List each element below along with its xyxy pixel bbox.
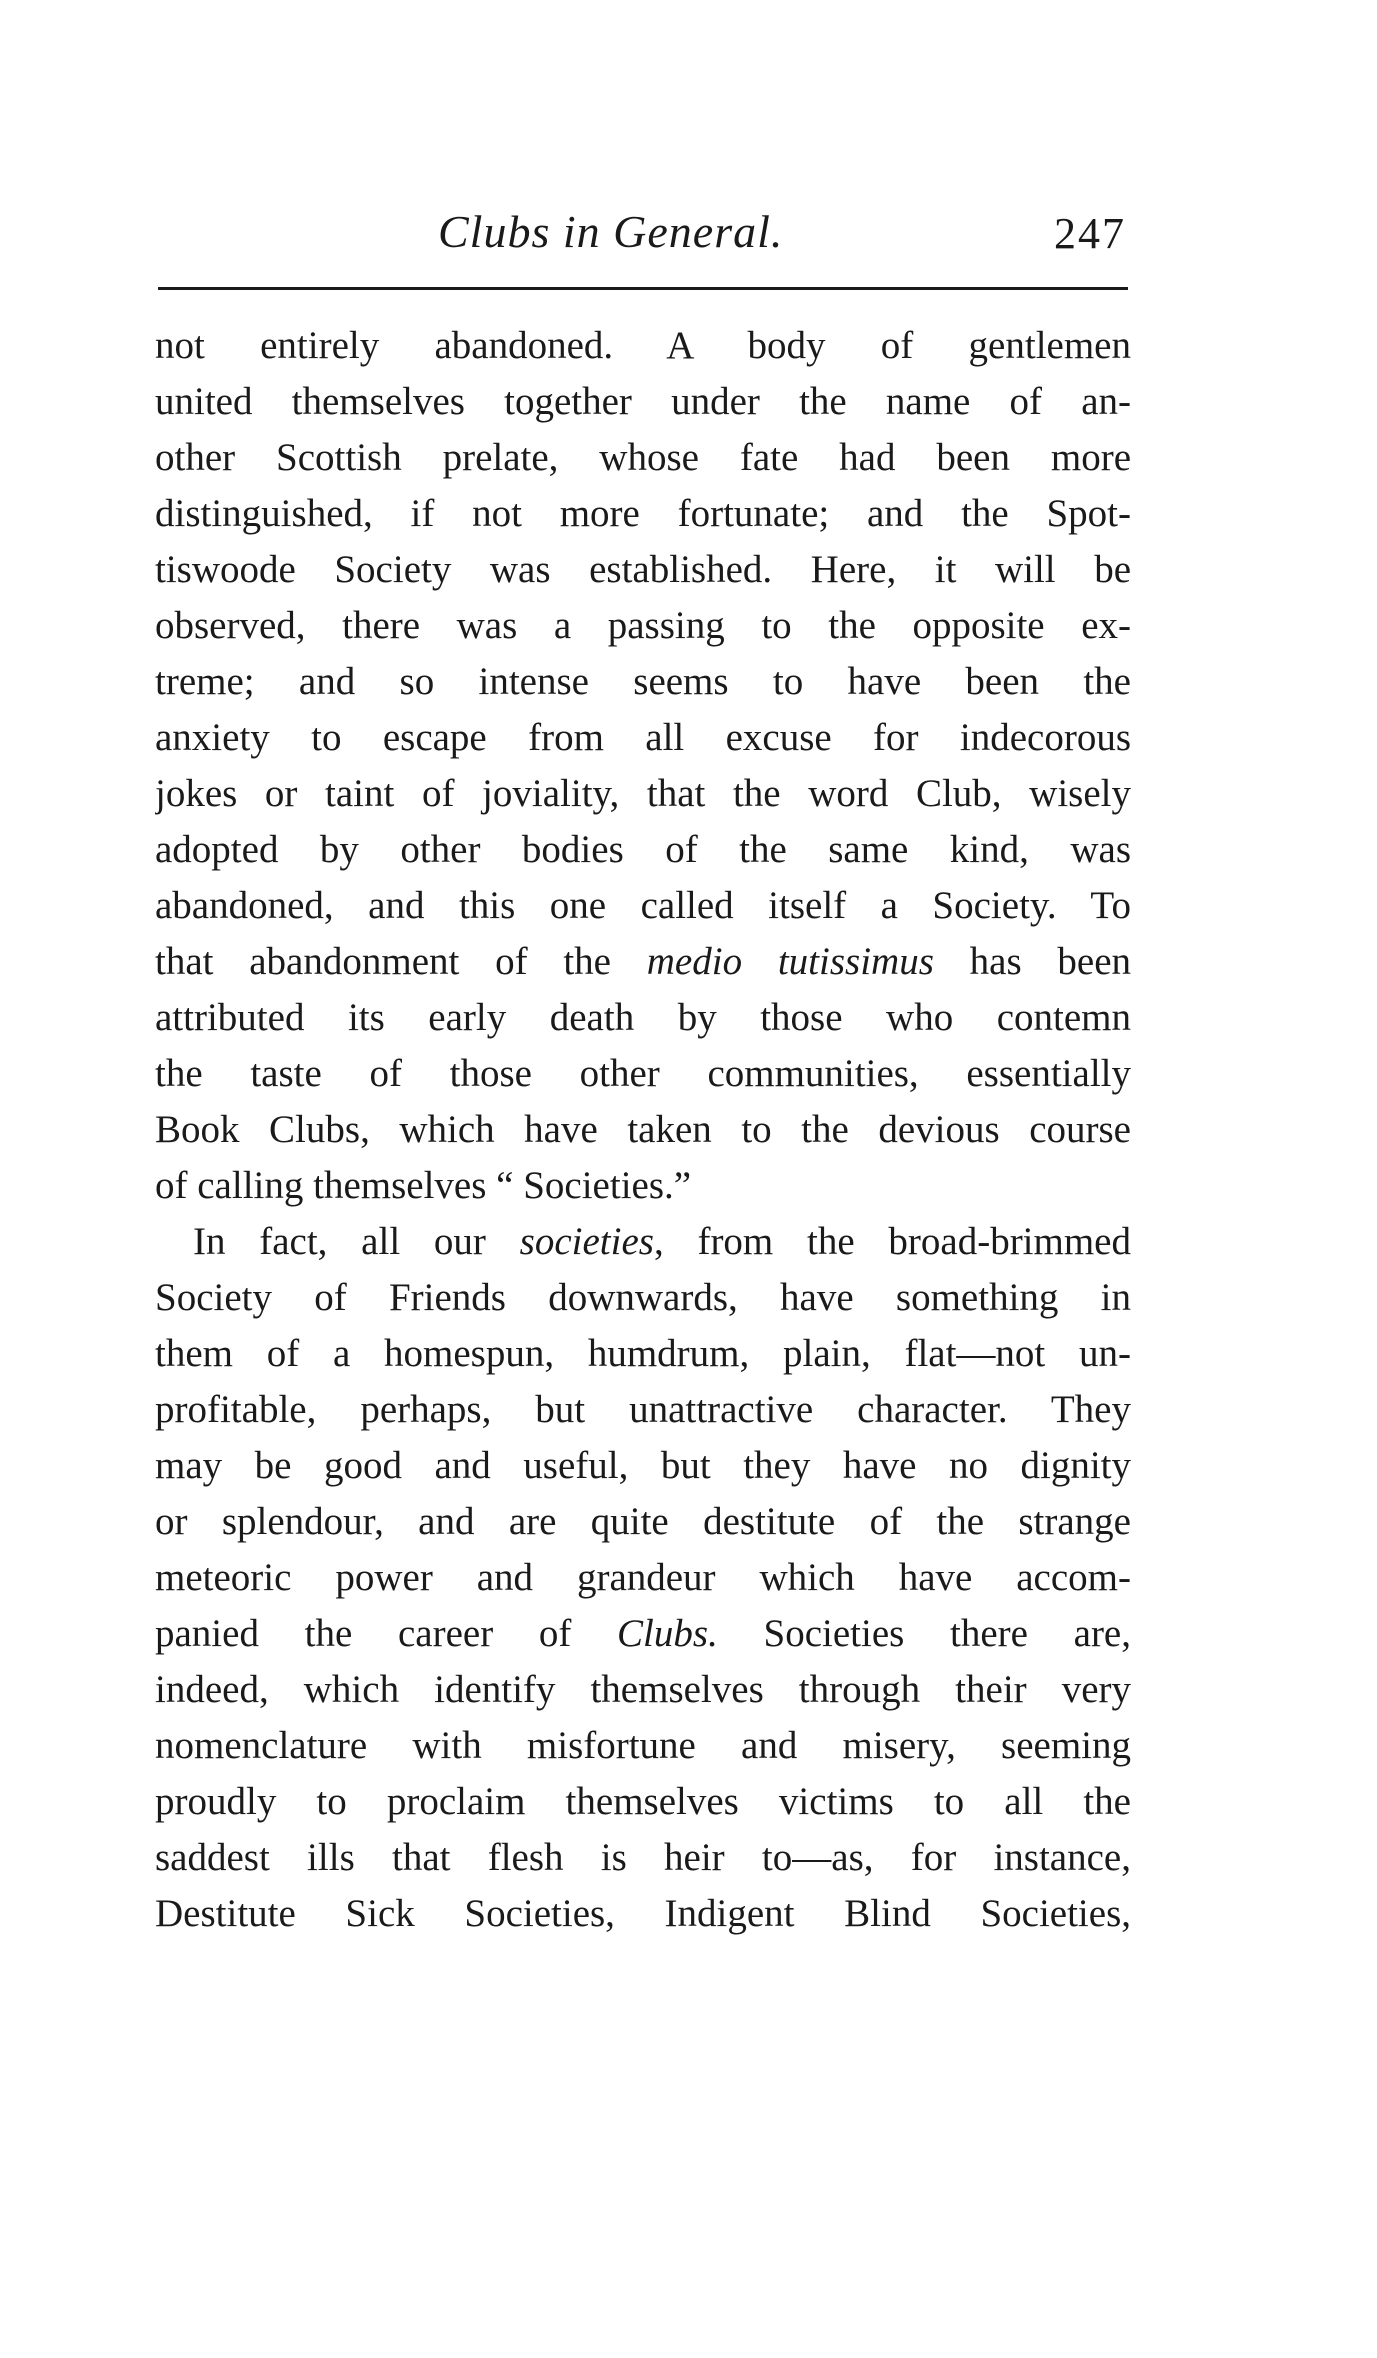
text-line: other Scottish prelate, whose fate had been more — [155, 436, 1131, 479]
text-line: united themselves together under the name of an- — [155, 380, 1131, 423]
text-line: abandoned, and this one called itself a Society. To — [155, 884, 1131, 927]
text-line: profitable, perhaps, but unattractive character. They — [155, 1388, 1131, 1431]
body-text — [155, 318, 1131, 1942]
text-line: adopted by other bodies of the same kind, was — [155, 828, 1131, 871]
header-rule — [158, 287, 1128, 290]
text-line: of calling themselves “ Societies.” — [155, 1164, 692, 1207]
text-line: the taste of those other communities, essentially — [155, 1052, 1131, 1095]
italic-phrase: societies — [519, 1220, 654, 1263]
text-line: proudly to proclaim themselves victims to all the — [155, 1780, 1131, 1823]
text-line: tiswoode Society was established. Here, it will be — [155, 548, 1131, 591]
text-line: Society of Friends downwards, have something in — [155, 1276, 1131, 1319]
text-line: or splendour, and are quite destitute of the strange — [155, 1500, 1131, 1543]
text-line-with-italic — [155, 1606, 1131, 1662]
text-line: distinguished, if not more fortunate; and the Spot- — [155, 492, 1131, 535]
text-line: them of a homespun, humdrum, plain, flat—not un- — [155, 1332, 1131, 1375]
text-line: indeed, which identify themselves through their very — [155, 1668, 1131, 1711]
text-run: In fact, all our — [193, 1220, 520, 1263]
text-line: meteoric power and grandeur which have accom- — [155, 1556, 1131, 1599]
text-line: nomenclature with misfortune and misery, seeming — [155, 1724, 1131, 1767]
text-run: panied the career of — [155, 1612, 618, 1655]
page-number: 247 — [1054, 209, 1126, 258]
paragraph-2 — [155, 1214, 1131, 1942]
text-line: observed, there was a passing to the opposite ex- — [155, 604, 1131, 647]
text-line: Destitute Sick Societies, Indigent Blind Societies, — [155, 1892, 1131, 1935]
running-title: Clubs in General. — [438, 206, 784, 257]
italic-phrase: medio tutissimus — [646, 940, 934, 983]
text-run: Societies there are, — [717, 1612, 1131, 1655]
text-line-with-italic — [155, 934, 1131, 990]
text-line: Book Clubs, which have taken to the devious course — [155, 1108, 1131, 1151]
text-line: attributed its early death by those who contemn — [155, 996, 1131, 1039]
text-line-with-italic — [155, 1214, 1131, 1270]
paragraph-1 — [155, 318, 1131, 1214]
text-line: anxiety to escape from all excuse for indecorous — [155, 716, 1131, 759]
text-run: has been — [933, 940, 1131, 983]
text-line: jokes or taint of joviality, that the word Club, wisely — [155, 772, 1131, 815]
text-run: , from the broad-brimmed — [653, 1220, 1131, 1263]
text-line: may be good and useful, but they have no dignity — [155, 1444, 1131, 1487]
text-line: treme; and so intense seems to have been the — [155, 660, 1131, 703]
text-line: saddest ills that flesh is heir to—as, for instance, — [155, 1836, 1131, 1879]
italic-phrase: Clubs. — [617, 1612, 718, 1655]
text-line: not entirely abandoned. A body of gentlemen — [155, 324, 1131, 367]
text-run: that abandonment of the — [155, 940, 647, 983]
